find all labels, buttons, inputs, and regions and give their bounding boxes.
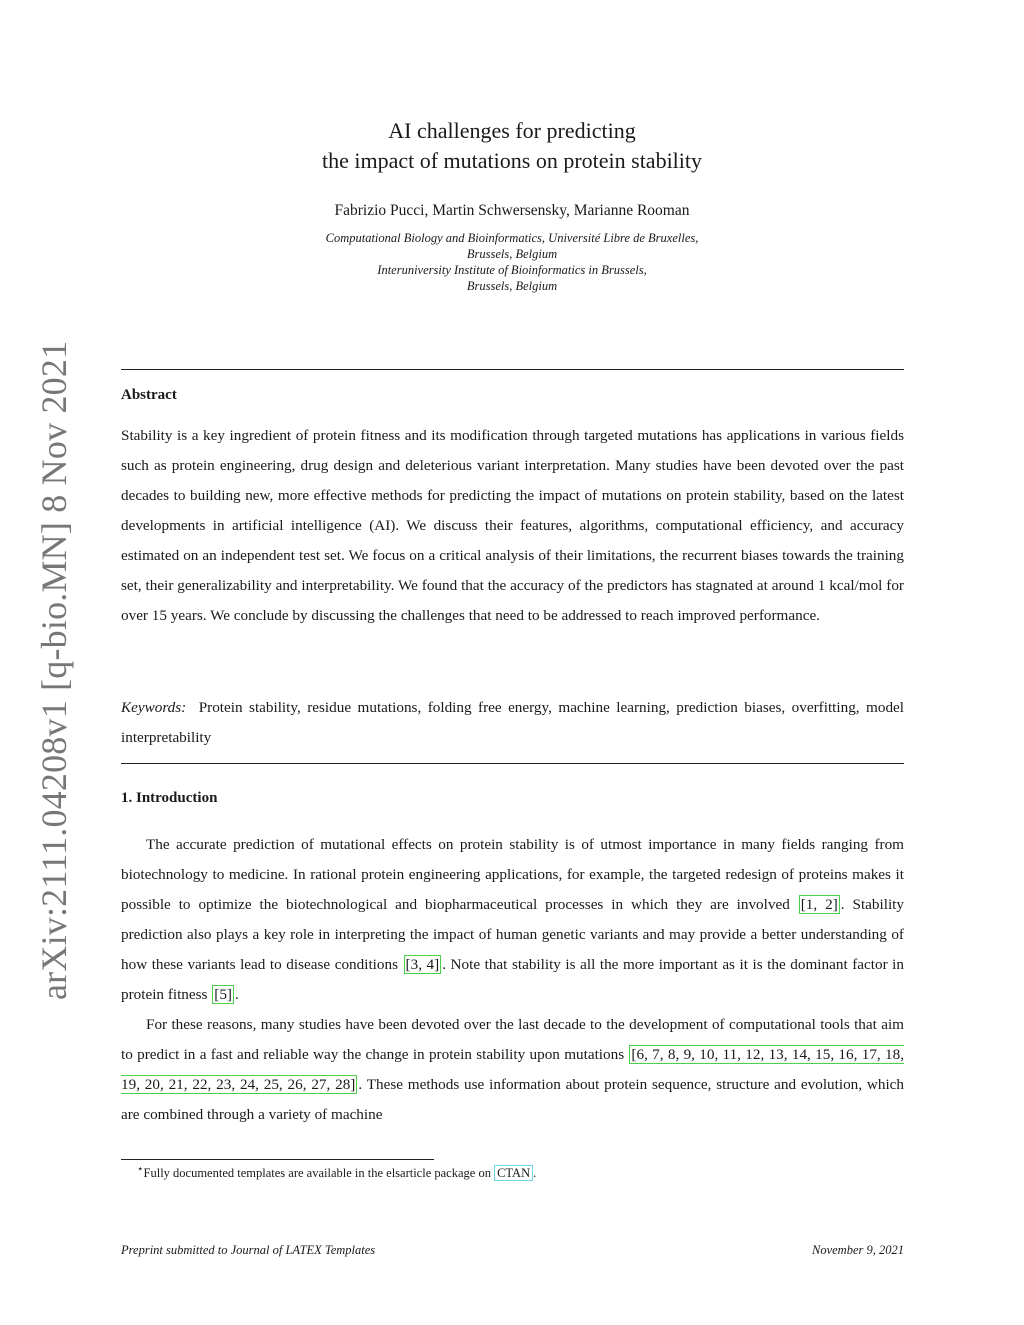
text-run: . These methods use information about protein sequence, structure and evolution, which are combined through a variety of machine — [121, 1076, 904, 1123]
ctan-link[interactable]: CTAN — [494, 1165, 533, 1181]
title-line-1: AI challenges for predicting — [388, 118, 636, 143]
citation-link[interactable]: [6, 7, 8, 9, 10, 11, 12, 13, 14, 15, 16, 17, 18, 19, 20, 21, 22, 23, 24, 25, 26, 27, 28] — [121, 1046, 904, 1093]
footnote-rule — [121, 1159, 434, 1160]
footnote-end: . — [533, 1166, 537, 1181]
text-run: . — [234, 986, 239, 1003]
text-run: . Stability prediction also plays a key role in interpreting the impact of human genetic variants and may provide a better understanding of how these variants lead to disease conditions — [121, 896, 904, 973]
text-run: For these reasons, many studies have been devoted over the last decade to the development of computational tools that aim to predict in a fast and reliable way the change in protein stability upon mutations — [121, 1016, 904, 1063]
footnote — [137, 1163, 536, 1181]
keywords-text: Protein stability, residue mutations, folding free energy, machine learning, prediction biases, overfitting, model interpretability — [121, 699, 904, 746]
arxiv-stamp: arXiv:2111.04208v1 [q-bio.MN] 8 Nov 2021 — [34, 340, 74, 1000]
affiliation-line: Computational Biology and Bioinformatics, Université Libre de Bruxelles, — [325, 231, 699, 245]
keywords — [121, 693, 904, 753]
keywords-label: Keywords: — [121, 699, 187, 716]
abstract-bottom-rule — [121, 763, 904, 764]
paper-title — [120, 116, 904, 176]
affiliations — [120, 230, 904, 294]
intro-heading: 1. Introduction — [121, 790, 218, 806]
title-line-2: the impact of mutations on protein stability — [321, 148, 703, 173]
abstract-text: Stability is a key ingredient of protein fitness and its modification through targeted mutations has applications in various fields such as protein engineering, drug design and deleterious variant interpretation. Many studies have been devoted over the past decades to building new, more effective methods for predicting the impact of mutations on protein stability, based on the latest developments in artificial intelligence (AI). We discuss their features, algorithms, computational efficiency, and accuracy estimated on an independent test set. We focus on a critical analysis of their limitations, the recurrent biases towards the training set, their generalizability and interpretability. We found that the accuracy of the predictors has stagnated at around 1 kcal/mol for over 15 years. We conclude by discussing the challenges that need to be addressed to reach improved performance. — [121, 427, 904, 624]
text-run: . Note that stability is all the more important as it is the dominant factor in protein fitness — [121, 956, 904, 1003]
affiliation-line: Brussels, Belgium — [466, 279, 558, 293]
intro-paragraph-2 — [121, 1010, 904, 1130]
authors: Fabrizio Pucci, Martin Schwersensky, Marianne Rooman — [334, 202, 690, 219]
footer-journal: Preprint submitted to Journal of LATEX Templates — [121, 1243, 376, 1257]
footnote-text: Fully documented templates are available in the elsarticle package on — [143, 1166, 495, 1181]
footer-date: November 9, 2021 — [812, 1243, 904, 1257]
affiliation-line: Interuniversity Institute of Bioinformatics in Brussels, — [377, 263, 647, 277]
intro-paragraph-1 — [121, 830, 904, 1010]
affiliation-line: Brussels, Belgium — [466, 247, 558, 261]
citation-link[interactable]: [1, 2] — [800, 896, 838, 913]
text-run: The accurate prediction of mutational effects on protein stability is of utmost importance in many fields ranging from biotechnology to medicine. In rational protein engineering applications, for example, the targeted redesign of proteins makes it possible to optimize the biotechnological and biopharmaceutical processes in which they are involved — [121, 836, 904, 913]
citation-link[interactable]: [3, 4] — [405, 956, 440, 973]
abstract-top-rule — [121, 369, 904, 370]
abstract-heading: Abstract — [121, 387, 177, 403]
footnote-mark: ⋆ — [137, 1164, 144, 1175]
citation-link[interactable]: [5] — [214, 986, 232, 1003]
